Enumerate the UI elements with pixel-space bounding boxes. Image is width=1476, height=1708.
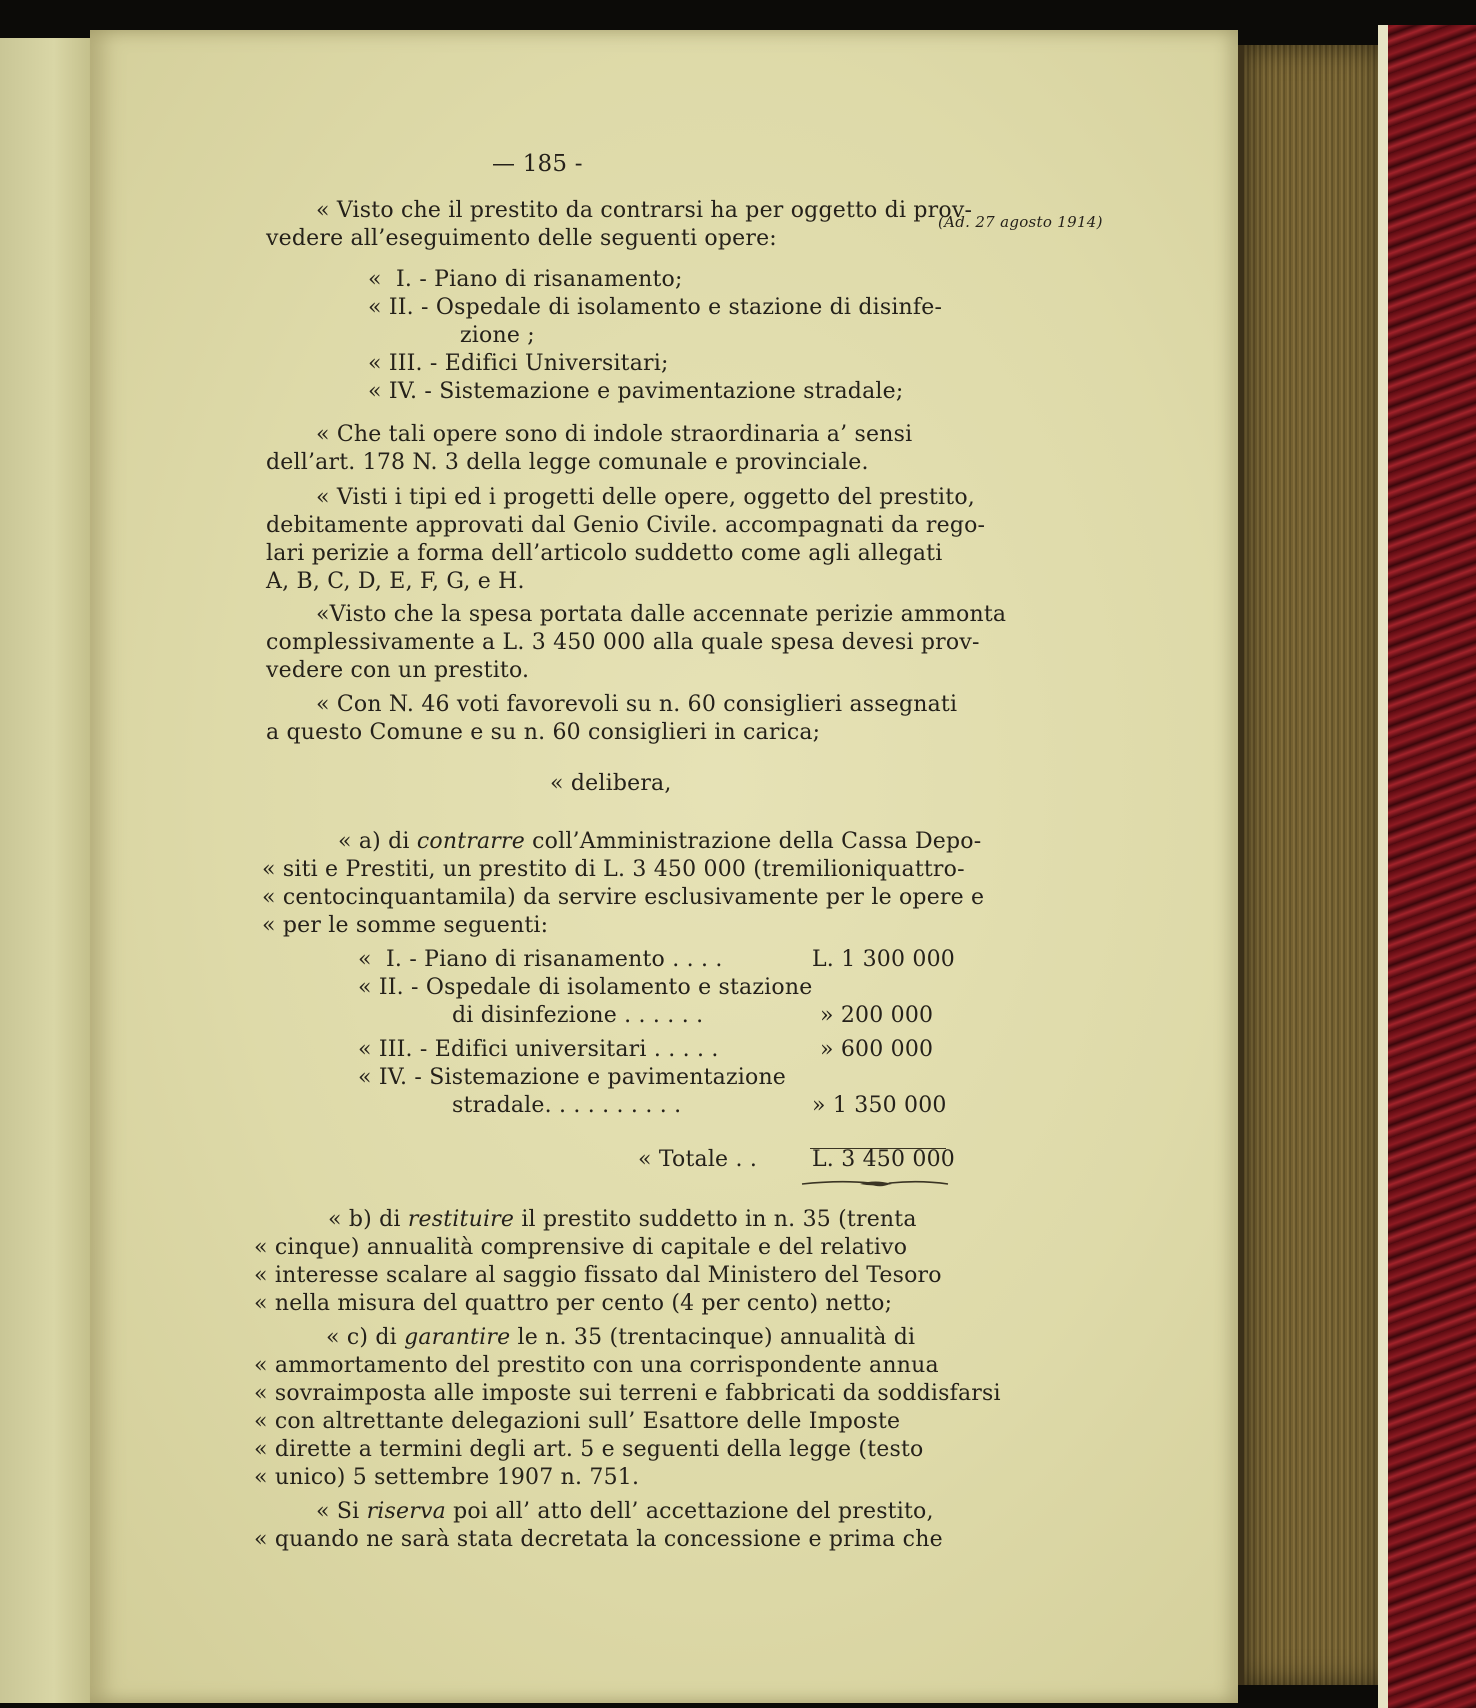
text-line: « Si riserva poi all’ atto dell’ accettazione del prestito, bbox=[316, 1499, 934, 1524]
ornament-flourish-icon bbox=[800, 1176, 950, 1192]
list-item: « II. - Ospedale di isolamento e stazione di disinfe- bbox=[368, 295, 943, 320]
list-item: « III. - Edifici Universitari; bbox=[368, 351, 669, 376]
text-line: « dirette a termini degli art. 5 e seguenti della legge (testo bbox=[254, 1437, 924, 1462]
text-line: « Che tali opere sono di indole straordinaria a’ sensi bbox=[316, 422, 913, 447]
text-line: « sovraimposta alle imposte sui terreni e fabbricati da soddisfarsi bbox=[254, 1381, 1001, 1406]
budget-item-label: « II. - Ospedale di isolamento e stazione bbox=[358, 975, 813, 1000]
text-line: « interesse scalare al saggio fissato dal Ministero del Tesoro bbox=[254, 1263, 942, 1288]
text-line: a questo Comune e su n. 60 consiglieri in carica; bbox=[266, 720, 821, 745]
text-line: « per le somme seguenti: bbox=[262, 913, 549, 938]
page-number: — 185 - bbox=[492, 151, 583, 177]
deliberation-heading: « delibera, bbox=[550, 771, 672, 796]
text-line: «Visto che la spesa portata dalle accennate perizie ammonta bbox=[316, 602, 1007, 627]
budget-item-amount: » 600 000 bbox=[820, 1037, 934, 1062]
cover-border bbox=[1378, 25, 1388, 1708]
left-page-edge bbox=[0, 38, 90, 1703]
text-line: « unico) 5 settembre 1907 n. 751. bbox=[254, 1465, 640, 1490]
text-line: « a) di contrarre coll’Amministrazione della Cassa Depo- bbox=[338, 829, 982, 854]
text-line: vedere con un prestito. bbox=[266, 658, 530, 683]
text-line: « c) di garantire le n. 35 (trentacinque) annualità di bbox=[326, 1325, 916, 1350]
text-line: A, B, C, D, E, F, G, e H. bbox=[266, 569, 525, 594]
text-line: « Con N. 46 voti favorevoli su n. 60 consiglieri assegnati bbox=[316, 692, 958, 717]
text-line: « cinque) annualità comprensive di capitale e del relativo bbox=[254, 1235, 908, 1260]
text-line: lari perizie a forma dell’articolo suddetto come agli allegati bbox=[266, 541, 943, 566]
budget-item-label: « IV. - Sistemazione e pavimentazione bbox=[358, 1065, 787, 1090]
text-line: complessivamente a L. 3 450 000 alla quale spesa devesi prov- bbox=[266, 630, 980, 655]
text-line: debitamente approvati dal Genio Civile. accompagnati da rego- bbox=[266, 513, 986, 538]
book-page-edges bbox=[1238, 45, 1384, 1685]
text-line: « quando ne sarà stata decretata la concessione e prima che bbox=[254, 1527, 943, 1552]
total-label: « Totale . . bbox=[638, 1147, 758, 1172]
text-line: « siti e Prestiti, un prestito di L. 3 450 000 (tremilioniquattro- bbox=[262, 857, 965, 882]
budget-item-amount: » 1 350 000 bbox=[812, 1093, 947, 1118]
list-item: « I. - Piano di risanamento; bbox=[368, 267, 683, 292]
text-line: « con altrettante delegazioni sull’ Esattore delle Imposte bbox=[254, 1409, 901, 1434]
text-line: « centocinquantamila) da servire esclusivamente per le opere e bbox=[262, 885, 985, 910]
text-line: « Visti i tipi ed i progetti delle opere, oggetto del prestito, bbox=[316, 485, 975, 510]
text-line: vedere all’eseguimento delle seguenti opere: bbox=[266, 226, 777, 251]
list-item-continuation: zione ; bbox=[460, 323, 535, 348]
side-note-date: (Ad. 27 agosto 1914) bbox=[938, 213, 1103, 231]
text-line: « b) di restituire il prestito suddetto in n. 35 (trenta bbox=[328, 1207, 917, 1232]
list-item: « IV. - Sistemazione e pavimentazione stradale; bbox=[368, 379, 904, 404]
text-line: « Visto che il prestito da contrarsi ha per oggetto di prov- bbox=[316, 198, 973, 223]
text-line: « nella misura del quattro per cento (4 per cento) netto; bbox=[254, 1291, 893, 1316]
budget-item-label: stradale. . . . . . . . . . bbox=[452, 1093, 682, 1118]
budget-item-amount: L. 1 300 000 bbox=[812, 947, 955, 972]
budget-item-label: di disinfezione . . . . . . bbox=[452, 1003, 704, 1028]
total-amount: L. 3 450 000 bbox=[812, 1147, 955, 1172]
budget-item-label: « III. - Edifici universitari . . . . . bbox=[358, 1037, 719, 1062]
text-line: « ammortamento del prestito con una corrispondente annua bbox=[254, 1353, 939, 1378]
budget-item-label: « I. - Piano di risanamento . . . . bbox=[358, 947, 723, 972]
budget-item-amount: » 200 000 bbox=[820, 1003, 934, 1028]
text-line: dell’art. 178 N. 3 della legge comunale e provinciale. bbox=[266, 450, 869, 475]
marbled-cover bbox=[1378, 25, 1476, 1708]
